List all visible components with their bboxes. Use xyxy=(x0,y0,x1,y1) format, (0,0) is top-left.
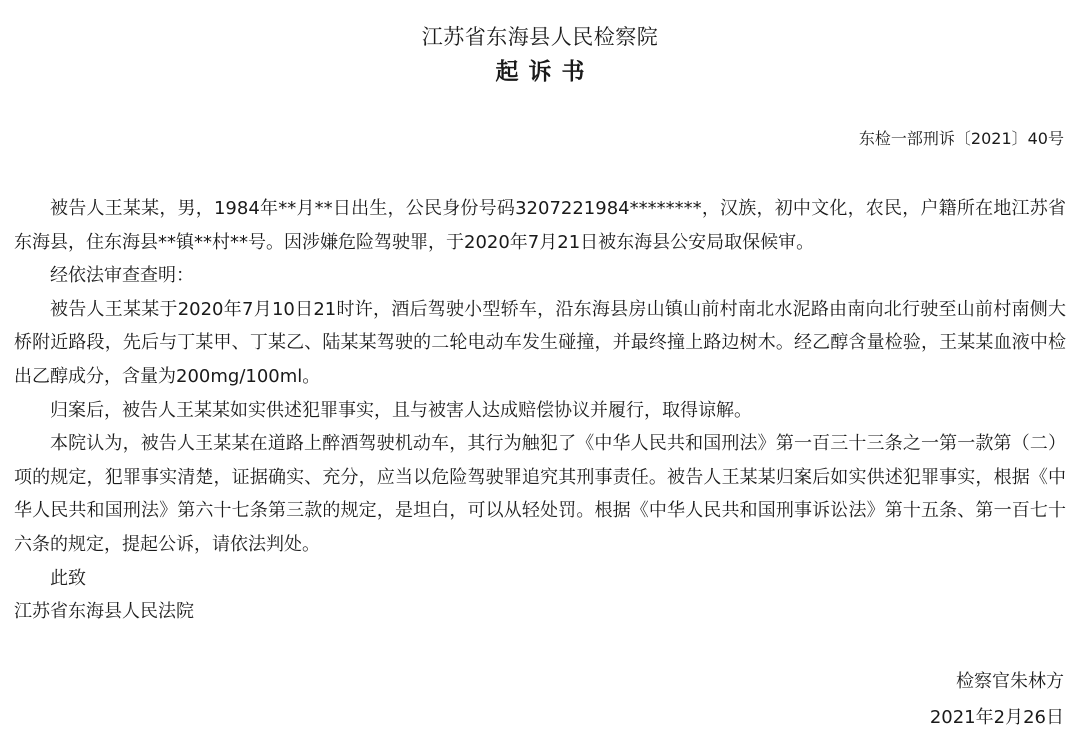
paragraph-defendant-info: 被告人王某某，男，1984年**月**日出生，公民身份号码3207221984********，汉族，初中文化，农民，户籍所在地江苏省东海县，住东海县**镇**村**号。因涉嫌危险驾驶罪，于2020年7月21日被东海县公安局取保候审。 xyxy=(14,198,1066,253)
addressee: 江苏省东海县人民法院 xyxy=(14,601,194,623)
paragraph-salutation: 此致 xyxy=(50,567,86,589)
paragraph-opinion: 本院认为，被告人王某某在道路上醉酒驾驶机动车，其行为触犯了《中华人民共和国刑法》第一百三十三条之一第一款第（二）项的规定，犯罪事实清楚，证据确实、充分，应当以危险驾驶罪追究其刑事责任。被告人王某某归案后如实供述犯罪事实，根据《中华人民共和国刑法》第六十七条第三款的规定，是坦白，可以从轻处罚。根据《中华人民共和国刑事诉讼法》第十五条、第一百七十六条的规定，提起公诉，请依法判处。 xyxy=(14,433,1066,555)
document-title: 起诉书 xyxy=(495,59,595,85)
paragraph-review-intro: 经依法审查查明： xyxy=(50,265,194,287)
organization-name: 江苏省东海县人民检察院 xyxy=(421,25,659,49)
document-body xyxy=(14,192,1066,629)
paragraph-confession: 归案后，被告人王某某如实供述犯罪事实，且与被害人达成赔偿协议并履行，取得谅解。 xyxy=(50,399,752,421)
paragraph-facts: 被告人王某某于2020年7月10日21时许，酒后驾驶小型轿车，沿东海县房山镇山前村南北水泥路由南向北行驶至山前村南侧大桥附近路段，先后与丁某甲、丁某乙、陆某某驾驶的二轮电动车发生碰撞，并最终撞上路边树木。经乙醇含量检验，王某某血液中检出乙醇成分，含量为200mg/100ml。 xyxy=(14,298,1066,387)
prosecutor-signature: 检察官朱林方 xyxy=(956,671,1064,692)
document-number: 东检一部刑诉〔2021〕40号 xyxy=(858,129,1064,148)
signature-date: 2021年2月26日 xyxy=(929,707,1064,728)
